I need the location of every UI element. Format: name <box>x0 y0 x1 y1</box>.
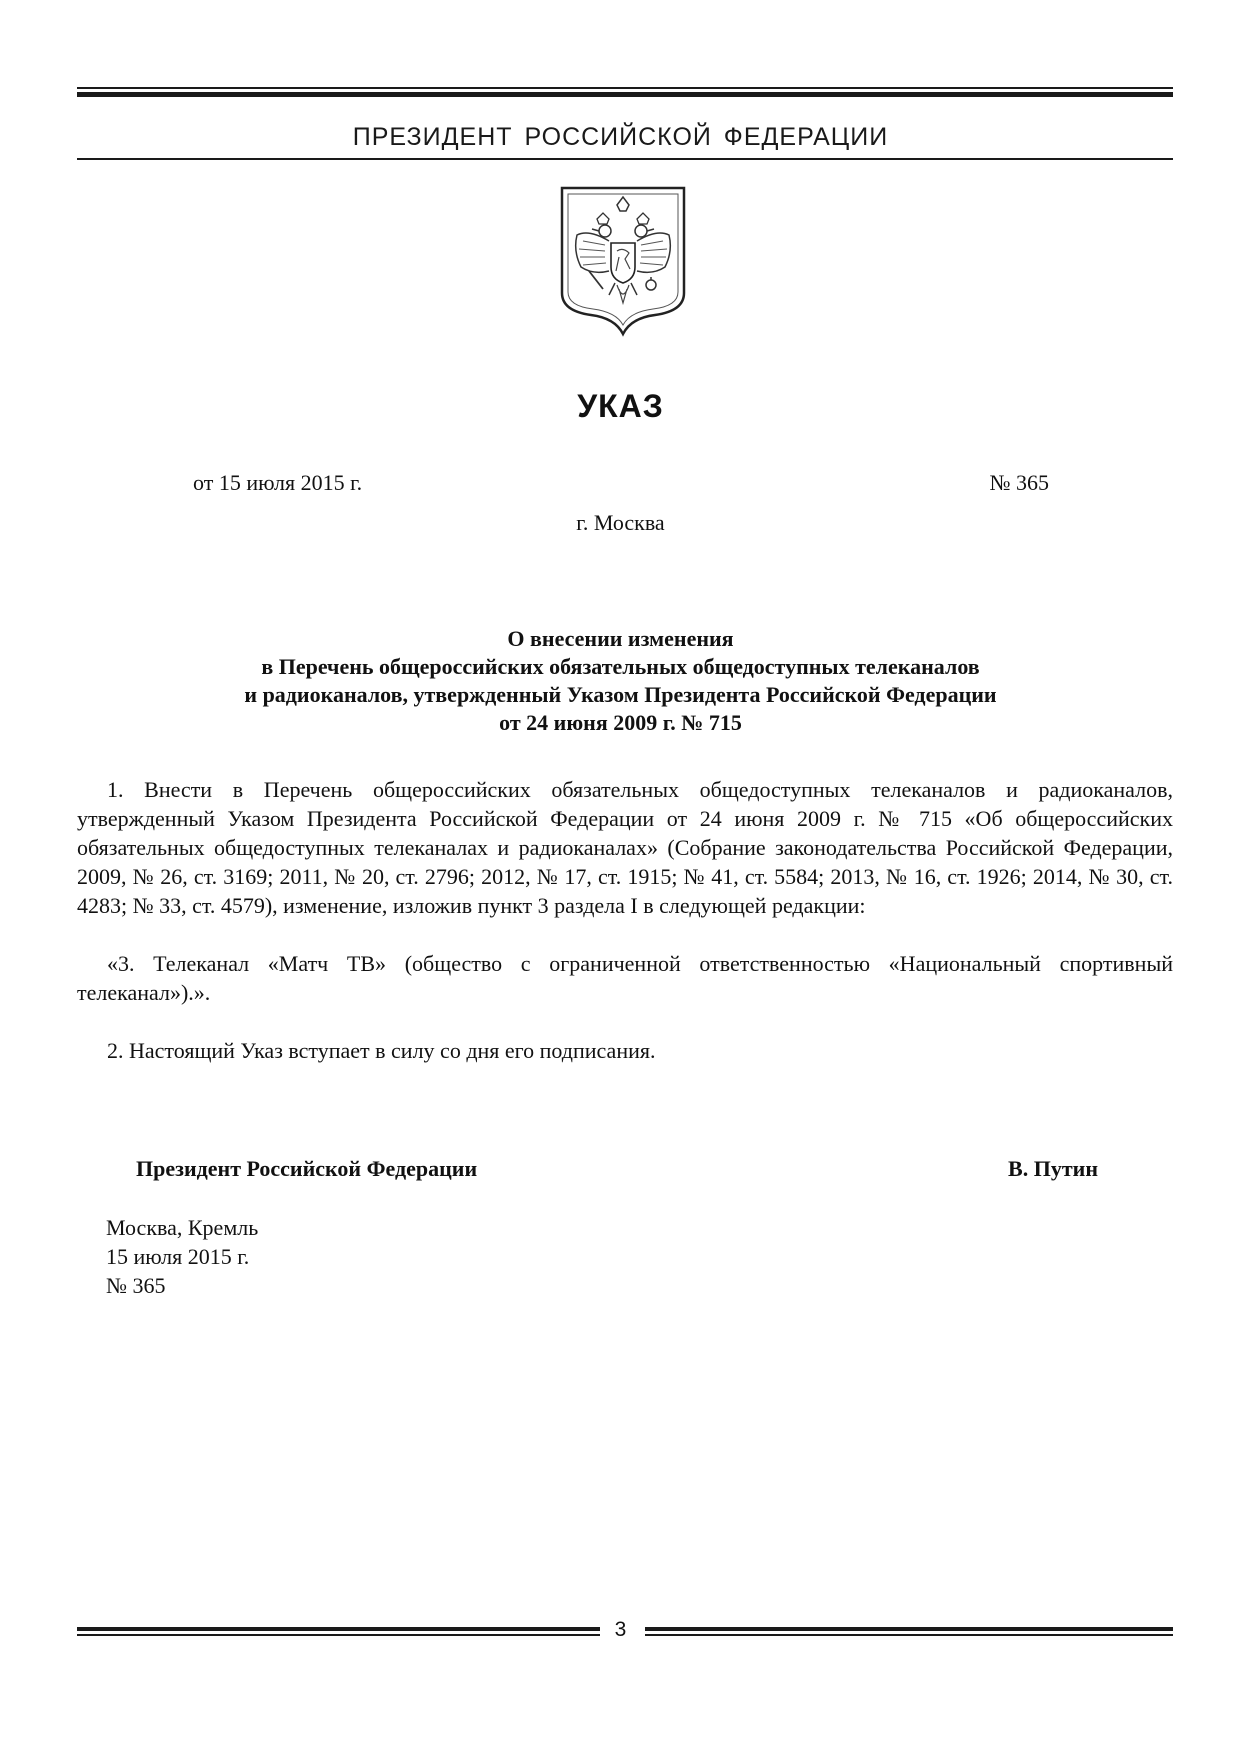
document-date: от 15 июля 2015 г. <box>193 470 363 495</box>
header-rule <box>77 158 1173 160</box>
document-place: г. Москва <box>576 510 665 535</box>
bottom-rule-left-thick <box>77 1627 600 1631</box>
paragraph-quote: «3. Телеканал «Матч ТВ» (общество с ограниченной ответственностью «Национальный спортивный телеканал»).». <box>77 951 1173 1005</box>
signing-date: 15 июля 2015 г. <box>106 1244 250 1269</box>
signing-place: Москва, Кремль <box>106 1215 259 1240</box>
document-title-line: О внесении изменения <box>507 626 734 651</box>
top-rule-thick <box>77 92 1173 97</box>
document-title-line: от 24 июня 2009 г. № 715 <box>499 710 742 735</box>
document-type: УКАЗ <box>577 388 664 424</box>
header-title: ПРЕЗИДЕНТ РОССИЙСКОЙ ФЕДЕРАЦИИ <box>352 123 889 151</box>
paragraph-2: 2. Настоящий Указ вступает в силу со дня его подписания. <box>107 1038 656 1063</box>
document-title <box>120 625 1121 737</box>
document-title-line: в Перечень общероссийских обязательных общедоступных телеканалов <box>261 654 980 679</box>
bottom-rule-right-thin <box>645 1634 1173 1636</box>
document-number: № 365 <box>989 470 1049 495</box>
coat-of-arms-icon <box>559 185 687 337</box>
bottom-rule-right-thick <box>645 1627 1173 1631</box>
page-number: 3 <box>614 1618 627 1641</box>
paragraph-1: 1. Внести в Перечень общероссийских обязательных общедоступных телеканалов и радиоканалов, утвержденный Указом Президента Российской Федерации от 24 июня 2009 г. № 715 «Об общероссийских обязательных общедоступных телеканалах и радиоканалах» (Собрание законодательства Российской Федерации, 2009, № 26, ст. 3169; 2011, № 20, ст. 2796; 2012, № 17, ст. 1915; № 41, ст. 5584; 2013, № 16, ст. 1926; 2014, № 30, ст. 4283; № 33, ст. 4579), изменение, изложив пункт 3 раздела I в следующей редакции: <box>77 777 1173 918</box>
document-title-line: и радиоканалов, утвержденный Указом Президента Российской Федерации <box>244 682 997 707</box>
signatory-title: Президент Российской Федерации <box>136 1156 478 1181</box>
bottom-rule-left-thin <box>77 1634 600 1636</box>
signing-details <box>106 1213 258 1300</box>
top-rule-thin <box>77 87 1173 89</box>
signatory-name: В. Путин <box>1008 1156 1098 1181</box>
signing-number: № 365 <box>106 1273 166 1298</box>
